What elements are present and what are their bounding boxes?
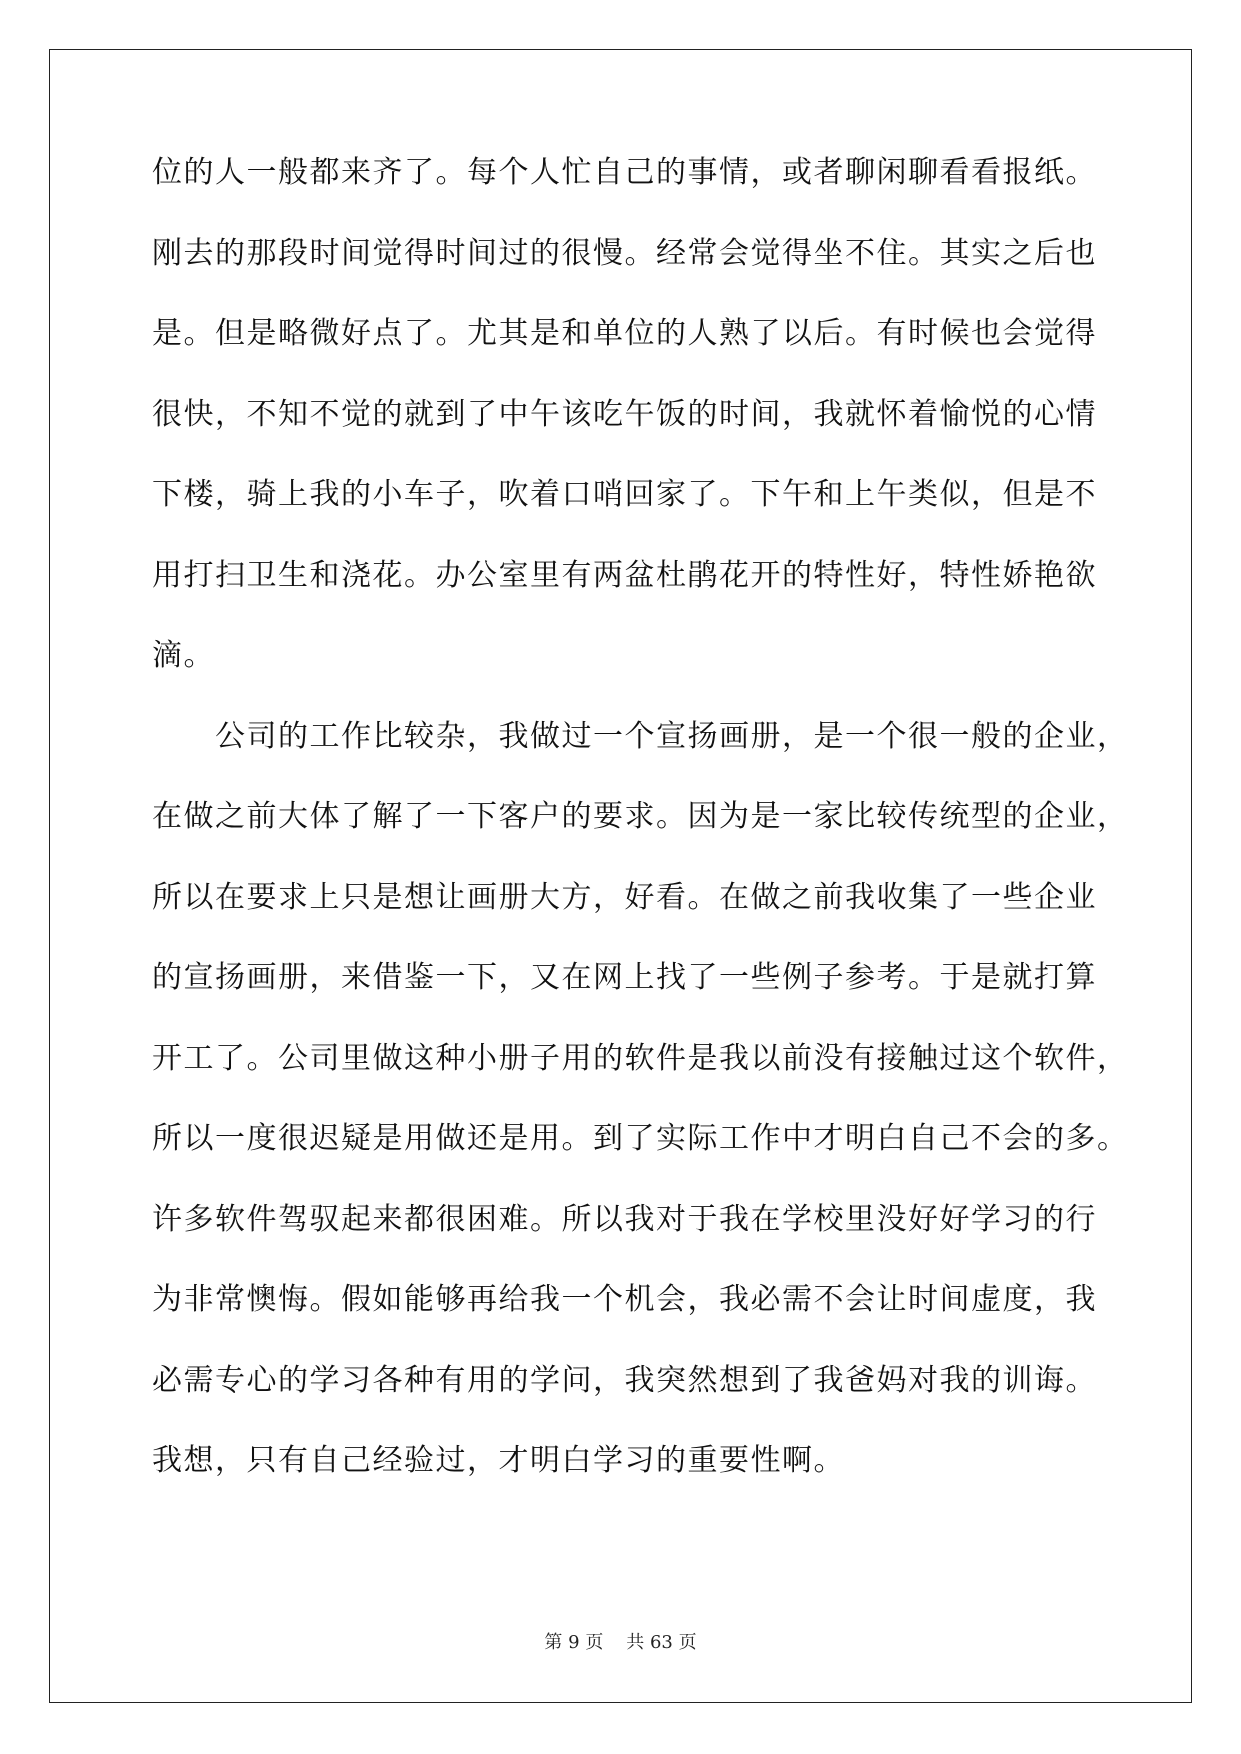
text-line: 所以一度很迟疑是用做还是用。到了实际工作中才明白自己不会的多。 (152, 1121, 1129, 1156)
document-body (152, 155, 1129, 1524)
text-line: 为非常懊悔。假如能够再给我一个机会，我必需不会让时间虚度，我 (152, 1282, 1097, 1317)
text-line: 是。但是略微好点了。尤其是和单位的人熟了以后。有时候也会觉得 (152, 316, 1097, 351)
text-line: 下楼，骑上我的小车子，吹着口哨回家了。下午和上午类似，但是不 (152, 477, 1097, 512)
text-line: 开工了。公司里做这种小册子用的软件是我以前没有接触过这个软件， (152, 1040, 1129, 1076)
page-number: 第 9 页 (544, 1632, 604, 1653)
text-line: 用打扫卫生和浇花。办公室里有两盆杜鹃花开的特性好，特性娇艳欲 (152, 557, 1097, 593)
text-line: 刚去的那段时间觉得时间过的很慢。经常会觉得坐不住。其实之后也 (152, 235, 1097, 271)
text-line: 必需专心的学习各种有用的学问，我突然想到了我爸妈对我的训诲。 (152, 1362, 1097, 1398)
text-line: 很快，不知不觉的就到了中午该吃午饭的时间，我就怀着愉悦的心情 (152, 396, 1097, 432)
text-line: 公司的工作比较杂，我做过一个宣扬画册，是一个很一般的企业， (152, 718, 1129, 754)
text-line: 许多软件驾驭起来都很困难。所以我对于我在学校里没好好学习的行 (152, 1201, 1097, 1237)
text-line: 位的人一般都来齐了。每个人忙自己的事情，或者聊闲聊看看报纸。 (152, 155, 1097, 190)
text-line: 滴。 (152, 638, 215, 673)
page-footer (0, 1628, 1241, 1654)
text-line: 的宣扬画册，来借鉴一下，又在网上找了一些例子参考。于是就打算 (152, 960, 1097, 995)
page-total: 共 63 页 (626, 1632, 697, 1653)
text-line: 所以在要求上只是想让画册大方，好看。在做之前我收集了一些企业 (152, 879, 1097, 915)
text-line: 我想，只有自己经验过，才明白学习的重要性啊。 (152, 1443, 845, 1478)
text-line: 在做之前大体了解了一下客户的要求。因为是一家比较传统型的企业， (152, 799, 1129, 834)
